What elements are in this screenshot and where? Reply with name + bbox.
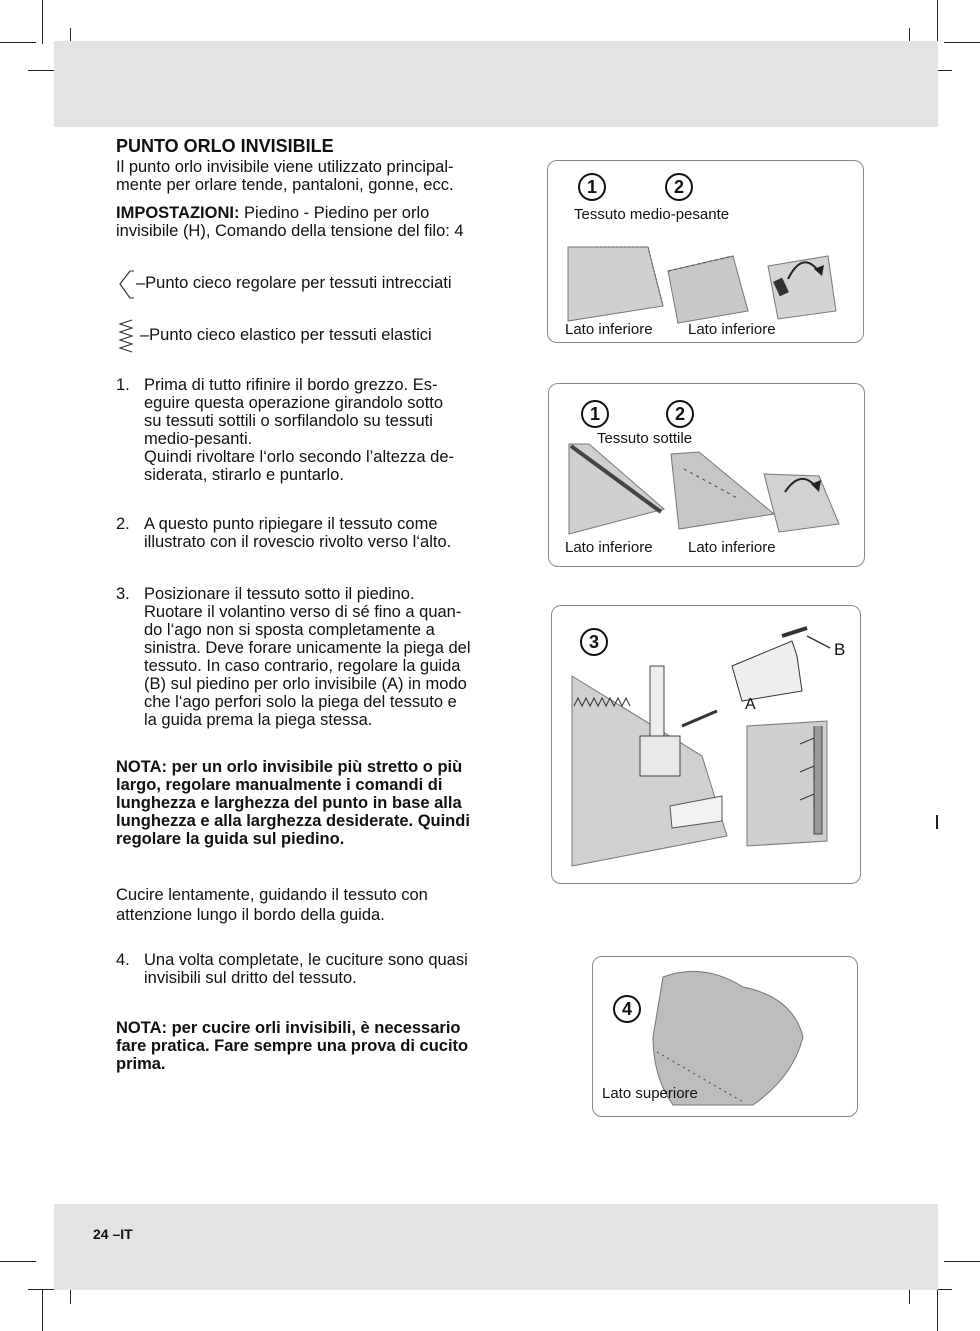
stitch-type-label: –Punto cieco elastico per tessuti elastici bbox=[140, 326, 432, 344]
step-line: la guida prema la piega stessa. bbox=[144, 711, 373, 729]
figure-thin-fabric bbox=[548, 383, 865, 567]
step-line: do l‘ago non si sposta completamente a bbox=[144, 621, 435, 639]
step-number: 1. bbox=[116, 376, 130, 394]
crop-mark bbox=[944, 42, 980, 43]
step-line: Posizionare il tessuto sotto il piedino. bbox=[144, 585, 415, 603]
step-line: A questo punto ripiegare il tessuto come bbox=[144, 515, 438, 533]
figure-label: Lato superiore bbox=[602, 1085, 698, 1102]
note-line: prima. bbox=[116, 1055, 166, 1073]
step-line: medio-pesanti. bbox=[144, 430, 253, 448]
intro-paragraph bbox=[116, 158, 516, 194]
settings-text: Piedino - Piedino per orlo bbox=[239, 204, 430, 222]
step-line: Una volta completate, le cuciture sono quasi bbox=[144, 951, 468, 969]
note-line: fare pratica. Fare sempre una prova di cucito bbox=[116, 1037, 469, 1055]
figure-step-badge: 2 bbox=[666, 400, 694, 428]
header-band bbox=[54, 41, 938, 127]
step-number: 4. bbox=[116, 951, 130, 969]
note-line: lunghezza e alla larghezza desiderate. Quindi bbox=[116, 812, 470, 830]
sew-slowly-paragraph bbox=[116, 885, 516, 925]
step-4 bbox=[116, 951, 506, 987]
figure-finished-hem bbox=[592, 956, 858, 1117]
step-line: (B) sul piedino per orlo invisibile (A) in modo bbox=[144, 675, 467, 693]
crop-mark bbox=[42, 1290, 43, 1331]
step-number: 3. bbox=[116, 585, 130, 603]
crop-mark bbox=[937, 1290, 938, 1331]
step-number: 2. bbox=[116, 515, 130, 533]
note-line: regolare la guida sul piedino. bbox=[116, 830, 345, 848]
note-narrow-hem bbox=[116, 758, 516, 848]
figure-label-b: B bbox=[834, 640, 846, 659]
crop-mark bbox=[0, 42, 36, 43]
note-line: NOTA: per cucire orli invisibili, è necessario bbox=[116, 1019, 461, 1037]
blind-stitch-icon bbox=[116, 268, 136, 302]
step-line: illustrato con il rovescio rivolto verso l‘alto. bbox=[144, 533, 452, 551]
note-line: largo, regolare manualmente i comandi di bbox=[116, 776, 443, 794]
figure-step-badge: 1 bbox=[581, 400, 609, 428]
figure-label: Lato inferiore bbox=[565, 539, 653, 556]
step-line: tessuto. In caso contrario, regolare la guida bbox=[144, 657, 461, 675]
figure-medium-fabric bbox=[547, 160, 864, 343]
stitch-type-row bbox=[116, 318, 516, 354]
step-line: siderata, stirarlo e puntarlo. bbox=[144, 466, 344, 484]
step-line: Prima di tutto rifinire il bordo grezzo. Es- bbox=[144, 376, 438, 394]
stitch-type-row bbox=[116, 268, 516, 302]
settings-label: IMPOSTAZIONI: bbox=[116, 204, 240, 222]
step-line: invisibili sul dritto del tessuto. bbox=[144, 969, 357, 987]
figure-label: Lato inferiore bbox=[688, 321, 776, 338]
step-line: sinistra. Deve forare unicamente la piega del bbox=[144, 639, 471, 657]
intro-line: mente per orlare tende, pantaloni, gonne, ecc. bbox=[116, 176, 454, 194]
note-practice bbox=[116, 1019, 516, 1073]
step-1 bbox=[116, 376, 506, 484]
presser-foot-illustration bbox=[552, 606, 860, 883]
footer-band bbox=[54, 1204, 938, 1290]
figure-presser-foot bbox=[551, 605, 861, 884]
figure-step-badge: 4 bbox=[613, 995, 641, 1023]
note-line: lunghezza e larghezza del punto in base alla bbox=[116, 794, 462, 812]
step-line: eguire questa operazione girandolo sotto bbox=[144, 394, 444, 412]
settings-paragraph bbox=[116, 204, 516, 240]
figure-step-badge: 2 bbox=[665, 173, 693, 201]
page-number: 24 –IT bbox=[93, 1226, 133, 1242]
crop-mark bbox=[944, 1261, 980, 1262]
crop-mark bbox=[937, 0, 938, 44]
crop-mark bbox=[42, 0, 43, 44]
figure-label-a: A bbox=[745, 696, 756, 713]
step-3 bbox=[116, 585, 506, 729]
crop-mark bbox=[936, 815, 938, 829]
page-title: PUNTO ORLO INVISIBILE bbox=[116, 136, 334, 156]
step-line: Ruotare il volantino verso di sé fino a quan- bbox=[144, 603, 462, 621]
stitch-type-label: –Punto cieco regolare per tessuti intrecciati bbox=[136, 274, 452, 292]
intro-line: Il punto orlo invisibile viene utilizzato principal- bbox=[116, 158, 454, 176]
figure-step-badge: 1 bbox=[578, 173, 606, 201]
note-line: NOTA: per un orlo invisibile più stretto o più bbox=[116, 758, 463, 776]
elastic-blind-stitch-icon bbox=[116, 318, 138, 354]
folded-fabric-illustration bbox=[548, 161, 863, 342]
crop-mark bbox=[0, 1261, 36, 1262]
step-line: su tessuti sottili o sorfilandolo su tessuti bbox=[144, 412, 433, 430]
settings-text: invisibile (H), Comando della tensione del filo: 4 bbox=[116, 222, 464, 240]
step-2 bbox=[116, 515, 506, 551]
step-line: Quindi rivoltare l‘orlo secondo l’altezza de- bbox=[144, 448, 454, 466]
paragraph-line: Cucire lentamente, guidando il tessuto con bbox=[116, 886, 428, 904]
figure-caption: Tessuto sottile bbox=[597, 430, 693, 447]
figure-step-badge: 3 bbox=[580, 628, 608, 656]
figure-caption: Tessuto medio-pesante bbox=[574, 206, 730, 223]
step-line: che l‘ago perfori solo la piega del tessuto e bbox=[144, 693, 457, 711]
paragraph-line: attenzione lungo il bordo della guida. bbox=[116, 906, 385, 924]
figure-label: Lato inferiore bbox=[565, 321, 653, 338]
figure-label: Lato inferiore bbox=[688, 539, 776, 556]
